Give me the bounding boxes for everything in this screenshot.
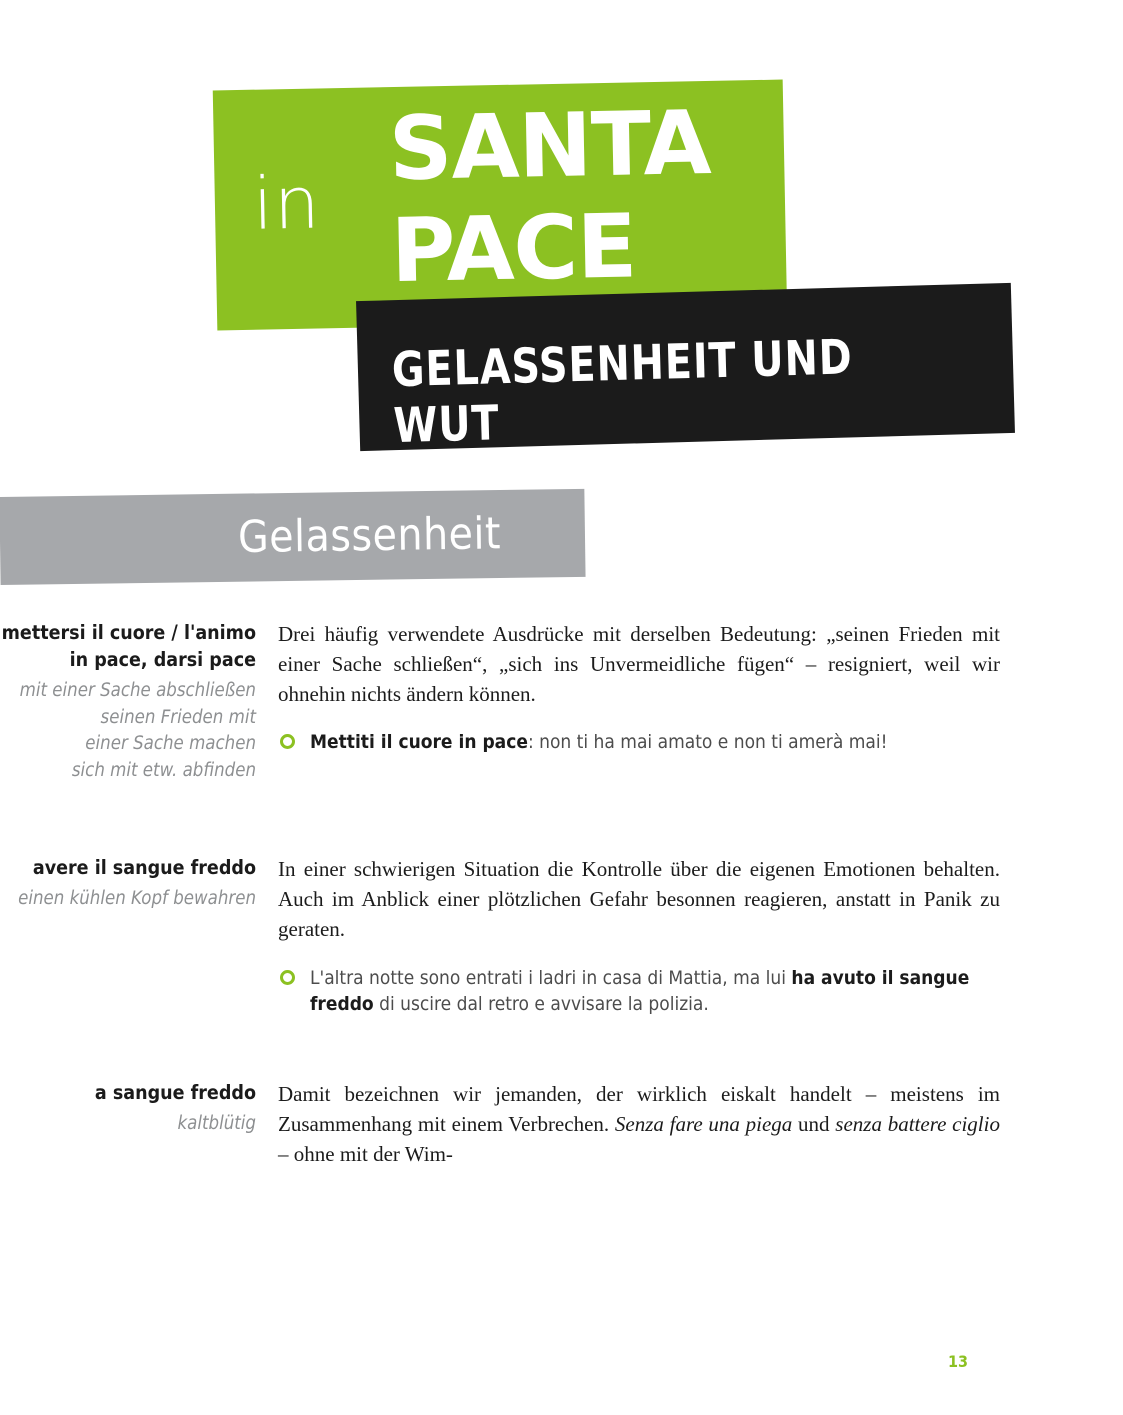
gloss-line: kaltblütig: [177, 1113, 256, 1135]
section-heading-label: Gelassenheit: [237, 508, 502, 563]
title-word-santa: SANTA: [387, 90, 712, 201]
subtitle-label: GELASSENHEIT UND WUT: [391, 329, 854, 455]
entry-left-column: [0, 855, 278, 1018]
gloss-line: seinen Frieden mit: [100, 706, 256, 728]
entry-item: [0, 620, 1000, 785]
entry-gloss: [0, 1111, 256, 1138]
entry-definition: Drei häufig verwendete Ausdrücke mit derselben Bedeutung: „seinen Frieden mit einer Sache schließen“, „sich ins Unvermeidliche fügen“ – resigniert, weil wir ohnehin nichts ändern können.: [278, 622, 1000, 706]
definition-part: Damit bezeichnen wir jemanden, der wirklich eiskalt handelt – meistens im Zusammenhang mit einem Verbrechen.: [278, 1082, 1000, 1137]
entry-gloss: [0, 886, 256, 913]
black-subtitle-text: [356, 283, 1015, 455]
title-word-in: in: [252, 160, 322, 246]
title-word-pace: PACE: [389, 194, 638, 303]
example-bold-lead: Mettiti il cuore in pace: [310, 731, 528, 754]
example-text: di uscire dal retro e avvisare la polizia.: [373, 993, 709, 1016]
entry-lemma: avere il sangue freddo: [32, 856, 256, 880]
example-text: : non ti ha mai amato e non ti amerà mai!: [527, 731, 888, 754]
entry-definition: In einer schwierigen Situation die Kontrolle über die eigenen Emotionen behalten. Auch im Anblick einer plötzlichen Gefahr besonnen reagieren, anstatt in Panik zu geraten.: [278, 857, 1000, 941]
page-number: 13: [948, 1352, 969, 1371]
example-bold-mid: ha avuto il sangue freddo: [310, 966, 970, 1016]
entry-lemma: a sangue freddo: [94, 1081, 256, 1105]
entry-item: [0, 855, 1000, 1018]
entry-right-column: [278, 1080, 1000, 1169]
bullet-circle-icon: [280, 970, 295, 985]
entry-lemma: mettersi il cuore / l'animo in pace, darsi pace: [1, 621, 256, 671]
definition-part: und: [792, 1112, 836, 1137]
entry-item: [0, 1080, 1000, 1169]
entry-definition: [278, 1080, 1000, 1169]
definition-italic: Senza fare una piega: [614, 1112, 793, 1137]
definition-part: – ohne mit der Wim-: [278, 1142, 453, 1167]
gloss-line: einen kühlen Kopf bewahren: [18, 887, 256, 909]
gloss-line: mit einer Sache abschließen: [19, 679, 256, 701]
entry-gloss: [0, 678, 256, 785]
entry-right-column: [278, 855, 1000, 1018]
definition-italic: senza battere ciglio: [835, 1112, 1000, 1137]
bullet-circle-icon: [280, 734, 295, 749]
entry-example: [278, 965, 1000, 1019]
entry-left-column: [0, 1080, 278, 1169]
entries-list: [0, 620, 1123, 1228]
gloss-line: sich mit etw. abfinden: [71, 760, 256, 782]
entry-example: [278, 729, 1000, 756]
entry-left-column: [0, 620, 278, 785]
page-header: [0, 0, 1123, 470]
example-text: L'altra notte sono entrati i ladri in casa di Mattia, ma lui: [310, 966, 792, 989]
entry-right-column: [278, 620, 1000, 785]
gloss-line: einer Sache machen: [85, 733, 256, 755]
